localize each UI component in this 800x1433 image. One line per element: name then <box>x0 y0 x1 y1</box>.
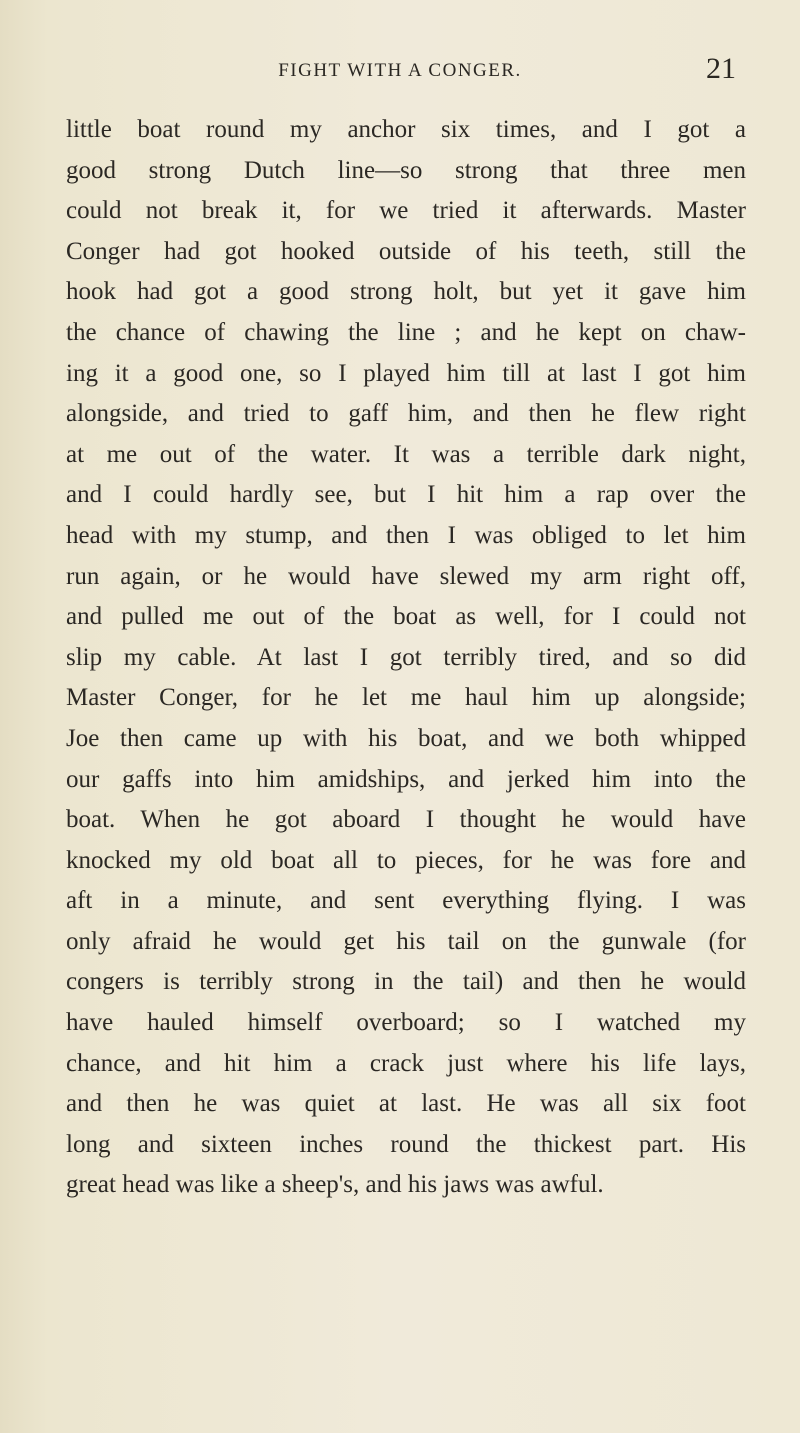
text-line: good strong Dutch line—so strong that three men <box>66 156 746 184</box>
text-line: slip my cable. At last I got terribly tired, and so did <box>66 643 746 671</box>
text-line: and I could hardly see, but I hit him a rap over the <box>66 481 746 509</box>
text-line: great head was like a sheep's, and his jaws was awful. <box>66 1171 604 1199</box>
text-line: aft in a minute, and sent everything flying. I was <box>66 887 746 915</box>
running-head <box>0 52 800 92</box>
running-title: FIGHT WITH A CONGER. <box>278 60 522 81</box>
text-line: Master Conger, for he let me haul him up alongside; <box>66 684 746 712</box>
page-number: 21 <box>706 52 736 85</box>
text-line: Joe then came up with his boat, and we both whipped <box>66 724 746 752</box>
text-line: at me out of the water. It was a terrible dark night, <box>66 440 746 468</box>
text-line: our gaffs into him amidships, and jerked him into the <box>66 765 746 793</box>
text-line: the chance of chawing the line ; and he kept on chaw- <box>66 318 746 346</box>
text-line: chance, and hit him a crack just where his life lays, <box>66 1049 746 1077</box>
text-line: alongside, and tried to gaff him, and then he flew right <box>66 400 746 428</box>
text-line: hook had got a good strong holt, but yet it gave him <box>66 278 746 306</box>
text-line: could not break it, for we tried it afterwards. Master <box>66 197 746 225</box>
text-line: Conger had got hooked outside of his teeth, still the <box>66 237 746 265</box>
text-line: long and sixteen inches round the thickest part. His <box>66 1130 746 1158</box>
text-line: congers is terribly strong in the tail) and then he would <box>66 968 746 996</box>
text-line: knocked my old boat all to pieces, for he was fore and <box>66 846 746 874</box>
text-line: and then he was quiet at last. He was all six foot <box>66 1090 746 1118</box>
text-line: run again, or he would have slewed my arm right off, <box>66 562 746 590</box>
text-line: ing it a good one, so I played him till at last I got him <box>66 359 746 387</box>
text-line: and pulled me out of the boat as well, for I could not <box>66 603 746 631</box>
text-line: only afraid he would get his tail on the gunwale (for <box>66 927 746 955</box>
text-line: head with my stump, and then I was obliged to let him <box>66 521 746 549</box>
text-line: little boat round my anchor six times, and I got a <box>66 116 746 143</box>
text-line: have hauled himself overboard; so I watched my <box>66 1009 746 1037</box>
body-text <box>66 110 746 1206</box>
text-line: boat. When he got aboard I thought he would have <box>66 806 746 834</box>
